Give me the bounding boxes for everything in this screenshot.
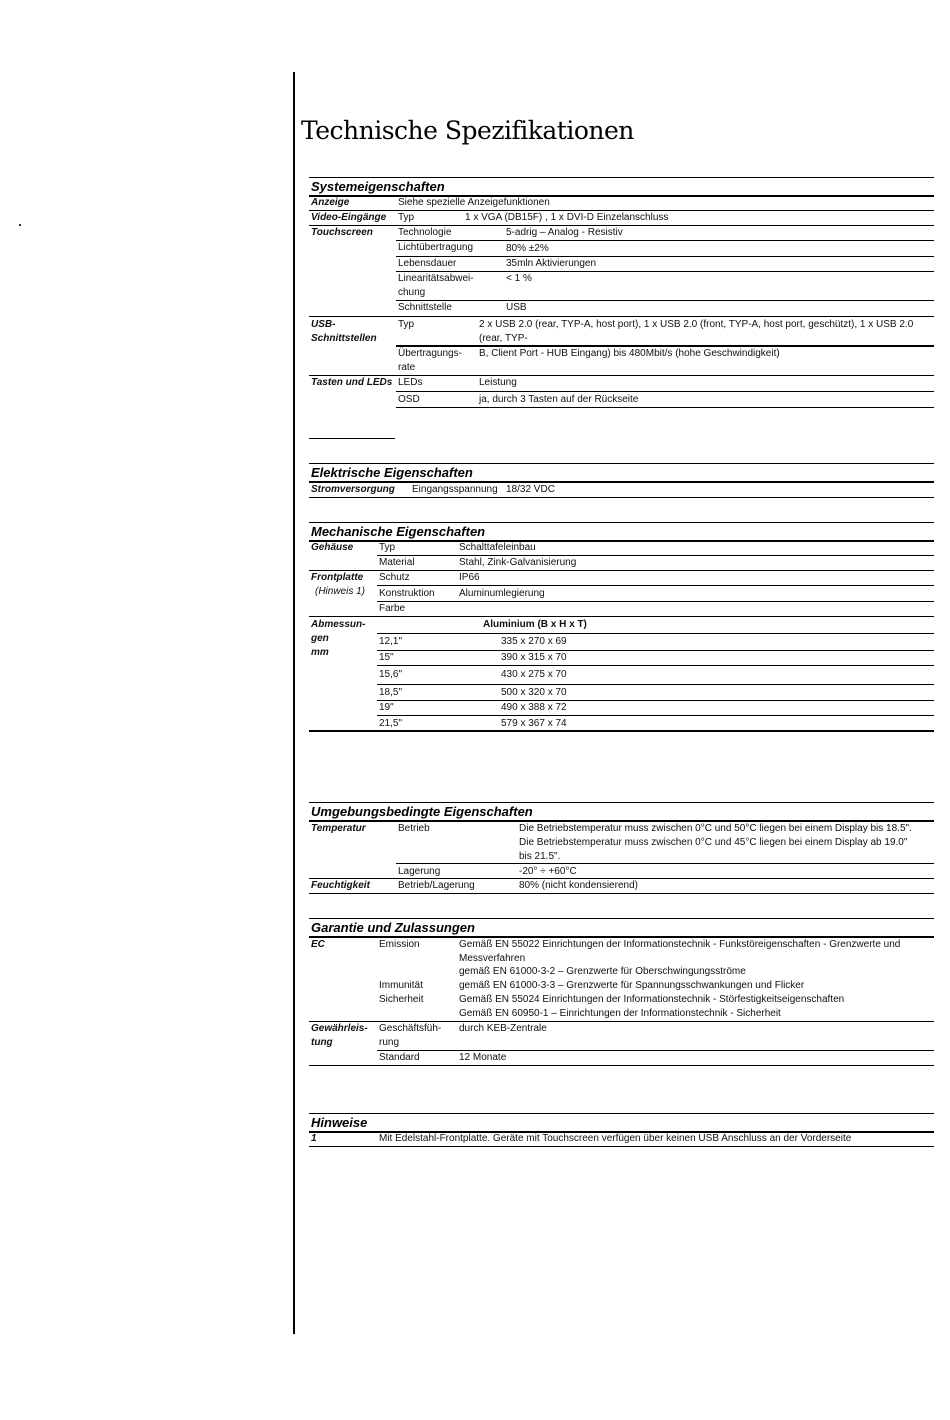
divider: [309, 481, 934, 483]
value-anzeige: Siehe spezielle Anzeigefunktionen: [398, 197, 550, 208]
value-sicherheit-2: Gemäß EN 60950-1 – Einrichtungen der Informationstechnik - Sicherheit: [459, 1008, 781, 1019]
section-heading-system: Systemeigenschaften: [311, 179, 445, 194]
key-geschaeftsfuehrung-2: rung: [379, 1037, 400, 1048]
divider: [309, 570, 934, 571]
dims-header: Aluminium (B x H x T): [483, 619, 587, 630]
divider: [309, 522, 934, 523]
divider: [309, 878, 934, 879]
key-sicherheit: Sicherheit: [379, 994, 424, 1005]
value-front-schutz: IP66: [459, 572, 480, 583]
divider: [377, 700, 934, 701]
value-front-konstruktion: Aluminumlegierung: [459, 588, 545, 599]
key-gehaeuse-typ: Typ: [379, 542, 396, 553]
divider: [309, 540, 934, 542]
divider: [377, 715, 934, 716]
dims-value: 490 x 388 x 72: [501, 702, 567, 713]
section-heading-environment: Umgebungsbedingte Eigenschaften: [311, 804, 533, 819]
label-temperatur: Temperatur: [311, 823, 366, 834]
value-touch-schnitt: USB: [506, 302, 527, 313]
dims-value: 500 x 320 x 70: [501, 687, 567, 698]
divider: [309, 316, 934, 317]
section-heading-warranty: Garantie und Zulassungen: [311, 920, 475, 935]
section-heading-electrical: Elektrische Eigenschaften: [311, 465, 473, 480]
divider: [396, 300, 934, 301]
value-usb-typ-2: (rear, TYP-: [479, 333, 528, 344]
key-geschaeftsfuehrung: Geschäftsfüh-: [379, 1023, 442, 1034]
value-geschaeftsfuehrung: durch KEB-Zentrale: [459, 1023, 547, 1034]
section-heading-mechanical: Mechanische Eigenschaften: [311, 524, 486, 539]
value-touch-licht: 80% ±2%: [506, 243, 549, 254]
margin-rule: [293, 72, 295, 1334]
dims-size: 18,5": [379, 687, 403, 698]
value-usb-typ: 2 x USB 2.0 (rear, TYP-A, host port), 1 x USB 2.0 (front, TYP-A, host port, geschützt), 1 x USB 2.0: [479, 319, 914, 330]
value-touch-tech: 5-adrig – Analog - Resistiv: [506, 227, 623, 238]
divider: [309, 893, 934, 894]
key-touch-leben: Lebensdauer: [398, 258, 457, 269]
divider: [377, 1050, 934, 1051]
value-betrieb-2: Die Betriebstemperatur muss zwischen 0°C und 45°C liegen bei einem Display ab 19.0": [519, 837, 908, 848]
divider: [377, 684, 934, 685]
key-touch-linear: Linearitätsabwei-: [398, 273, 474, 284]
divider: [377, 665, 934, 666]
key-osd: OSD: [398, 394, 420, 405]
dims-size: 21,5": [379, 718, 403, 729]
dims-size: 15": [379, 652, 394, 663]
divider: [309, 225, 934, 226]
value-video: 1 x VGA (DB15F) , 1 x DVI-D Einzelanschluss: [465, 212, 669, 223]
value-betrieb-1: Die Betriebstemperatur muss zwischen 0°C und 50°C liegen bei einem Display bis 18.5".: [519, 823, 912, 834]
divider: [309, 1021, 934, 1022]
divider: [309, 730, 934, 732]
divider: [396, 391, 934, 392]
key-betrieb: Betrieb: [398, 823, 430, 834]
value-eingangsspannung: 18/32 VDC: [506, 484, 555, 495]
label-abmessungen-2: gen: [311, 633, 329, 644]
value-osd: ja, durch 3 Tasten auf der Rückseite: [479, 394, 639, 405]
divider: [396, 240, 934, 241]
divider: [309, 497, 934, 498]
divider: [309, 1113, 934, 1114]
key-touch-schnitt: Schnittstelle: [398, 302, 452, 313]
key-front-schutz: Schutz: [379, 572, 410, 583]
key-lagerung: Lagerung: [398, 866, 441, 877]
divider: [377, 650, 934, 651]
divider: [309, 802, 934, 803]
key-touch-licht: Lichtübertragung: [398, 242, 474, 253]
label-anzeige: Anzeige: [311, 197, 350, 208]
value-emission-2: Messverfahren: [459, 953, 526, 964]
label-abmessungen: Abmessun-: [311, 619, 366, 630]
value-standard: 12 Monate: [459, 1052, 507, 1063]
value-lagerung: -20° ÷ +60°C: [519, 866, 577, 877]
divider: [377, 633, 934, 634]
divider: [309, 177, 934, 178]
key-gehaeuse-material: Material: [379, 557, 415, 568]
dims-size: 15,6": [379, 669, 403, 680]
label-usb-2: Schnittstellen: [311, 333, 377, 344]
divider: [309, 616, 934, 617]
label-gewaehrleistung-2: tung: [311, 1037, 333, 1048]
divider: [377, 601, 934, 602]
divider: [309, 1146, 934, 1147]
key-front-konstruktion: Konstruktion: [379, 588, 435, 599]
value-gehaeuse-material: Stahl, Zink-Galvanisierung: [459, 557, 577, 568]
key-touch-tech: Technologie: [398, 227, 452, 238]
key-standard: Standard: [379, 1052, 420, 1063]
key-usb-typ: Typ: [398, 319, 415, 330]
divider: [396, 345, 934, 347]
label-gehaeuse: Gehäuse: [311, 542, 354, 553]
section-heading-notes: Hinweise: [311, 1115, 368, 1130]
dims-value: 579 x 367 x 74: [501, 718, 567, 729]
key-leds: LEDs: [398, 377, 423, 388]
divider: [396, 407, 934, 408]
dims-size: 19": [379, 702, 394, 713]
label-video: Video-Eingänge: [311, 212, 387, 223]
stray-dot: [19, 224, 21, 226]
key-front-farbe: Farbe: [379, 603, 406, 614]
divider: [377, 585, 934, 586]
key-immunitaet: Immunität: [379, 980, 423, 991]
key-feuchtigkeit: Betrieb/Lagerung: [398, 880, 475, 891]
label-ec: EC: [311, 939, 325, 950]
value-immunitaet: gemäß EN 61000-3-3 – Grenzwerte für Spannungsschwankungen und Flicker: [459, 980, 805, 991]
note-ref-hinweis: (Hinweis 1): [315, 586, 366, 597]
divider: [309, 375, 934, 376]
divider: [309, 463, 934, 464]
divider: [309, 820, 934, 822]
key-usb-rate: Übertragungs-: [398, 348, 462, 359]
label-touchscreen: Touchscreen: [311, 227, 373, 238]
value-emission-1: Gemäß EN 55022 Einrichtungen der Informationstechnik - Funkstöreigenschaften - Grenzwerte und: [459, 939, 901, 950]
key-eingangsspannung: Eingangsspannung: [412, 484, 498, 495]
key-touch-linear-2: chung: [398, 287, 426, 298]
divider: [396, 271, 934, 272]
label-usb: USB-: [311, 319, 336, 330]
value-leds: Leistung: [479, 377, 517, 388]
footnote-rule: [309, 438, 395, 439]
label-abmessungen-3: mm: [311, 647, 329, 658]
value-touch-leben: 35mln Aktivierungen: [506, 258, 597, 269]
divider: [309, 936, 934, 938]
dims-value: 390 x 315 x 70: [501, 652, 567, 663]
divider: [396, 863, 934, 864]
dims-value: 430 x 275 x 70: [501, 669, 567, 680]
label-tasten: Tasten und LEDs: [311, 377, 393, 388]
note-number: 1: [311, 1133, 317, 1144]
divider: [396, 256, 934, 257]
divider: [309, 210, 934, 211]
label-gewaehrleistung: Gewährleis-: [311, 1023, 368, 1034]
value-usb-rate: B, Client Port - HUB Eingang) bis 480Mbit/s (hohe Geschwindigkeit): [479, 348, 780, 359]
value-sicherheit-1: Gemäß EN 55024 Einrichtungen der Informationstechnik - Störfestigkeitseigenschaften: [459, 994, 845, 1005]
divider: [377, 555, 934, 556]
value-betrieb-3: bis 21.5".: [519, 851, 561, 862]
key-video-typ: Typ: [398, 212, 415, 223]
value-emission-3: gemäß EN 61000-3-2 – Grenzwerte für Oberschwingungsströme: [459, 966, 746, 977]
dims-size: 12,1": [379, 636, 403, 647]
dims-value: 335 x 270 x 69: [501, 636, 567, 647]
value-feuchtigkeit: 80% (nicht kondensierend): [519, 880, 638, 891]
divider: [309, 918, 934, 919]
label-stromversorgung: Stromversorgung: [311, 484, 395, 495]
label-feuchtigkeit: Feuchtigkeit: [311, 880, 370, 891]
key-emission: Emission: [379, 939, 420, 950]
value-touch-linear: < 1 %: [506, 273, 532, 284]
key-usb-rate-2: rate: [398, 362, 416, 373]
label-frontplatte: Frontplatte: [311, 572, 364, 583]
page-title: Technische Spezifikationen: [301, 116, 634, 145]
value-gehaeuse-typ: Schalttafeleinbau: [459, 542, 536, 553]
note-text: Mit Edelstahl-Frontplatte. Geräte mit Touchscreen verfügen über keinen USB Anschluss an der Vorderseite: [379, 1133, 852, 1144]
divider: [309, 1065, 934, 1066]
